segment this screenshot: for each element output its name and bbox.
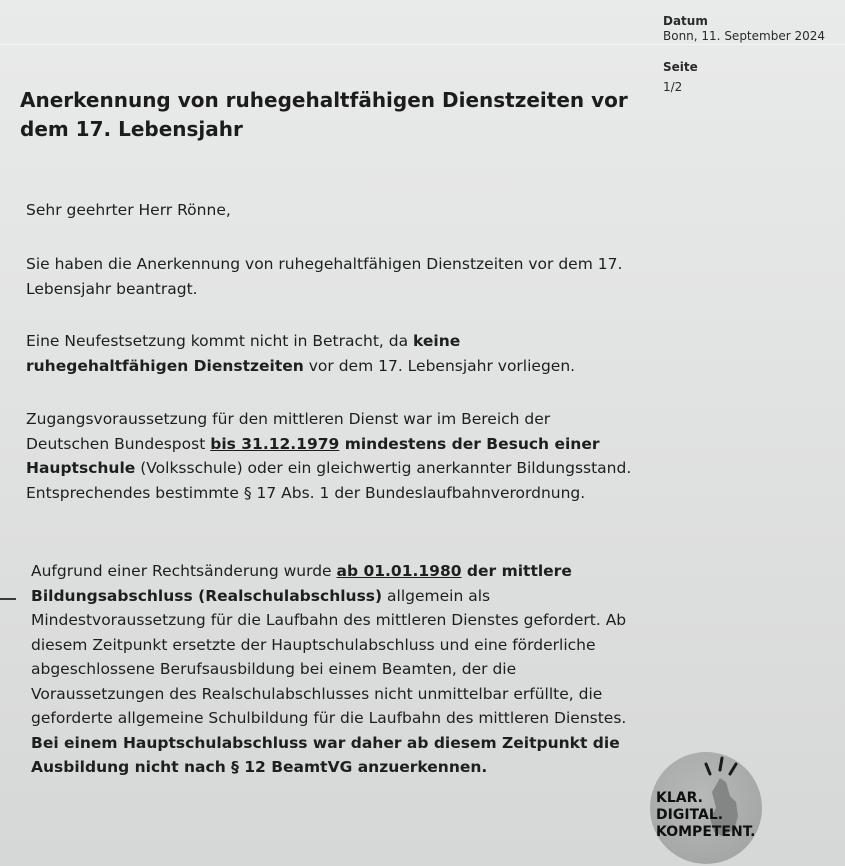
date-label: Datum (663, 14, 708, 28)
paragraph-requirements (26, 407, 636, 505)
req-text-a: Zugangsvoraussetzung für den mittleren Dienst war im Bereich der Deutschen Bundespost (26, 410, 551, 453)
date-value: Bonn, 11. September 2024 (663, 29, 825, 43)
logo-text (656, 790, 755, 841)
req-date: bis 31.12.1979 (210, 434, 340, 453)
decision-text-c: vor dem 17. Lebensjahr vorliegen. (303, 356, 576, 375)
change-text-a: Aufgrund einer Rechtsänderung wurde (31, 562, 337, 580)
letter-title: Anerkennung von ruhegehaltfähigen Dienstzeiten vor dem 17. Lebensjahr (20, 88, 628, 141)
req-text-d: (Volksschule) oder ein gleichwertig anerkannter Bildungsstand. Entsprechendes bestimmte § 17 Abs. 1 der Bundeslaufbahnverordnung. (26, 459, 632, 502)
paragraph-decision (26, 329, 616, 378)
logo-line-1: KLAR. (656, 790, 703, 806)
change-emphasis: der mittlere Bildungsabschluss (Realschulabschluss) (31, 562, 572, 605)
paragraph-application: Sie haben die Anerkennung von ruhegehaltfähigen Dienstzeiten vor dem 17. Lebensjahr beantragt. (26, 255, 623, 298)
date-block (663, 14, 825, 43)
logo-line-2: DIGITAL. (656, 807, 724, 823)
page-label: Seite (663, 60, 698, 74)
change-conclusion: Bei einem Hauptschulabschluss war daher ab diesem Zeitpunkt die Ausbildung nicht nach § 12 BeamtVG anzuerkennen. (31, 733, 620, 776)
margin-mark (0, 598, 16, 600)
logo-line-3: KOMPETENT. (656, 824, 756, 840)
change-text-d: allgemein als Mindestvoraussetzung für die Laufbahn des mittleren Dienstes gefordert. Ab diesem Zeitpunkt ersetzte der Hauptschulabschluss und eine förderliche abgeschlossene Berufsausbildung bei einem Beamten, der die Voraussetzungen des Realschulabschlusses nicht unmittelbar erfüllte, die geforderte allgemeine Schulbildung für die Laufbahn des mittleren Dienstes. (31, 586, 627, 727)
req-emphasis: mindestens der Besuch einer Hauptschule (26, 434, 600, 477)
paper-fold (0, 44, 845, 45)
page-block (663, 60, 698, 94)
paragraph-legal-change (31, 559, 631, 780)
salutation: Sehr geehrter Herr Rönne, (26, 201, 231, 219)
decision-emphasis: keine ruhegehaltfähigen Dienstzeiten (26, 332, 461, 375)
decision-text-a: Eine Neufestsetzung kommt nicht in Betracht, da (26, 332, 414, 350)
page-value: 1/2 (663, 80, 683, 94)
change-date: ab 01.01.1980 (336, 562, 462, 580)
